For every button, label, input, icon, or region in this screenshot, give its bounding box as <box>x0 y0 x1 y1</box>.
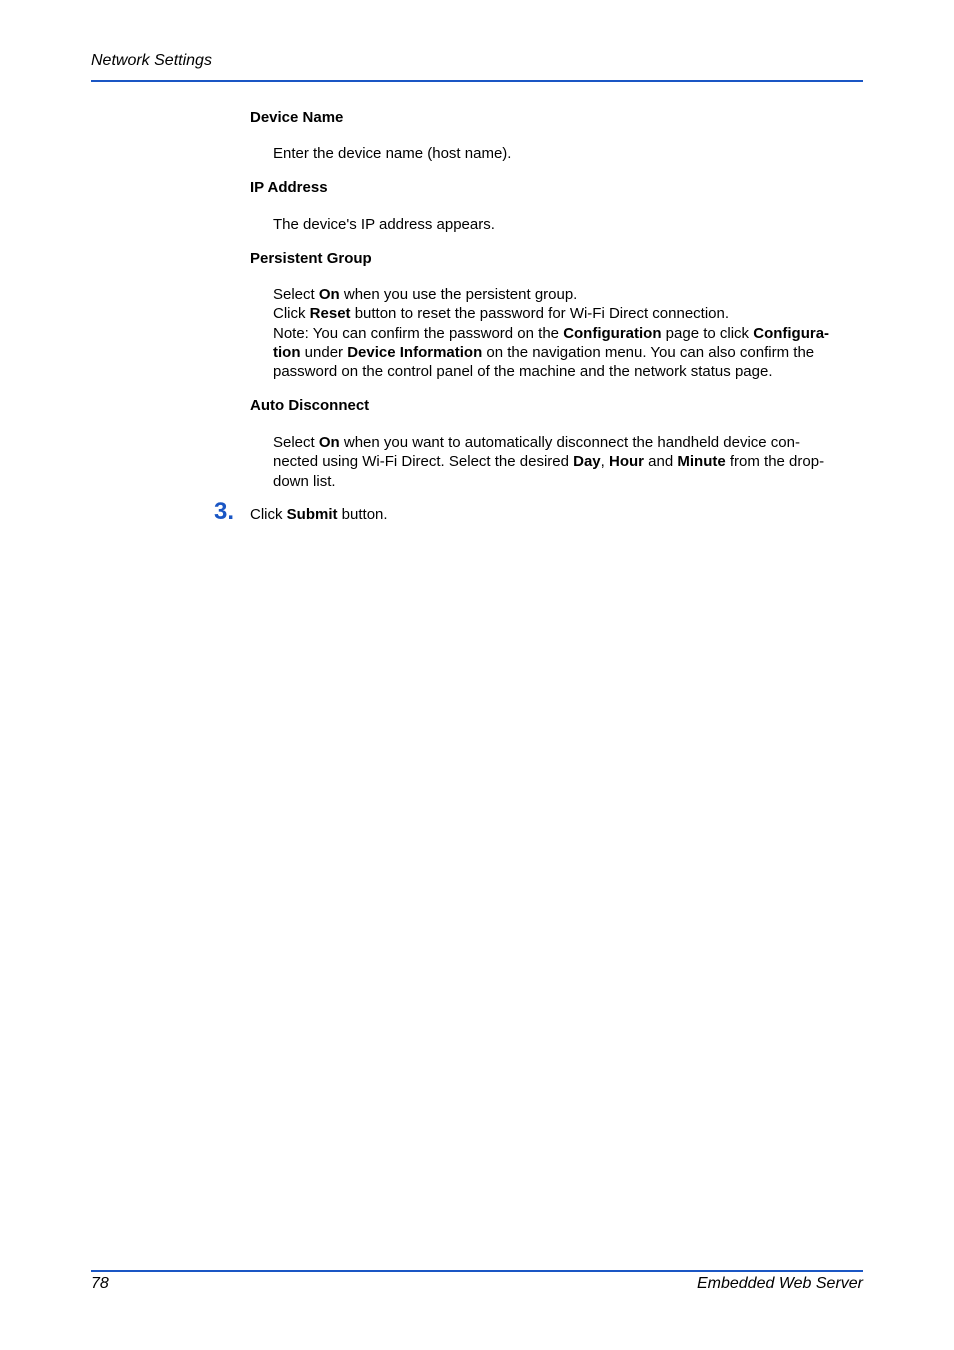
step-number: 3. <box>214 498 235 525</box>
footer-rule <box>91 1270 863 1272</box>
persistent-group-heading: Persistent Group <box>250 250 372 267</box>
persistent-group-line-note-end: password on the control panel of the machine and the network status page. <box>273 363 773 381</box>
device-name-description: Enter the device name (host name). <box>273 145 512 162</box>
running-header: Network Settings <box>91 52 212 69</box>
auto-disconnect-line-1: Select On when you want to automatically disconnect the handheld device con- <box>273 434 800 451</box>
ip-address-description: The device's IP address appears. <box>273 216 495 233</box>
persistent-group-line-select: Select On when you use the persistent group. <box>273 286 578 303</box>
step-instruction: Click Submit button. <box>250 506 388 523</box>
auto-disconnect-line-2: nected using Wi-Fi Direct. Select the desired Day, Hour and Minute from the drop- <box>273 453 825 471</box>
header-rule <box>91 80 863 82</box>
running-footer-title: Embedded Web Server <box>696 1275 863 1292</box>
persistent-group-line-note-cont: tion under Device Information on the navigation menu. You can also confirm the <box>273 343 815 361</box>
device-name-heading: Device Name <box>250 109 344 126</box>
auto-disconnect-description <box>273 433 865 491</box>
auto-disconnect-line-3: down list. <box>273 472 336 490</box>
persistent-group-line-reset: Click Reset button to reset the password for Wi-Fi Direct connection. <box>273 305 730 323</box>
persistent-group-line-note: Note: You can confirm the password on the Configuration page to click Configura- <box>273 324 830 342</box>
auto-disconnect-heading: Auto Disconnect <box>250 397 370 414</box>
ip-address-heading: IP Address <box>250 179 328 196</box>
page-number: 78 <box>91 1275 109 1292</box>
persistent-group-description <box>273 285 865 381</box>
